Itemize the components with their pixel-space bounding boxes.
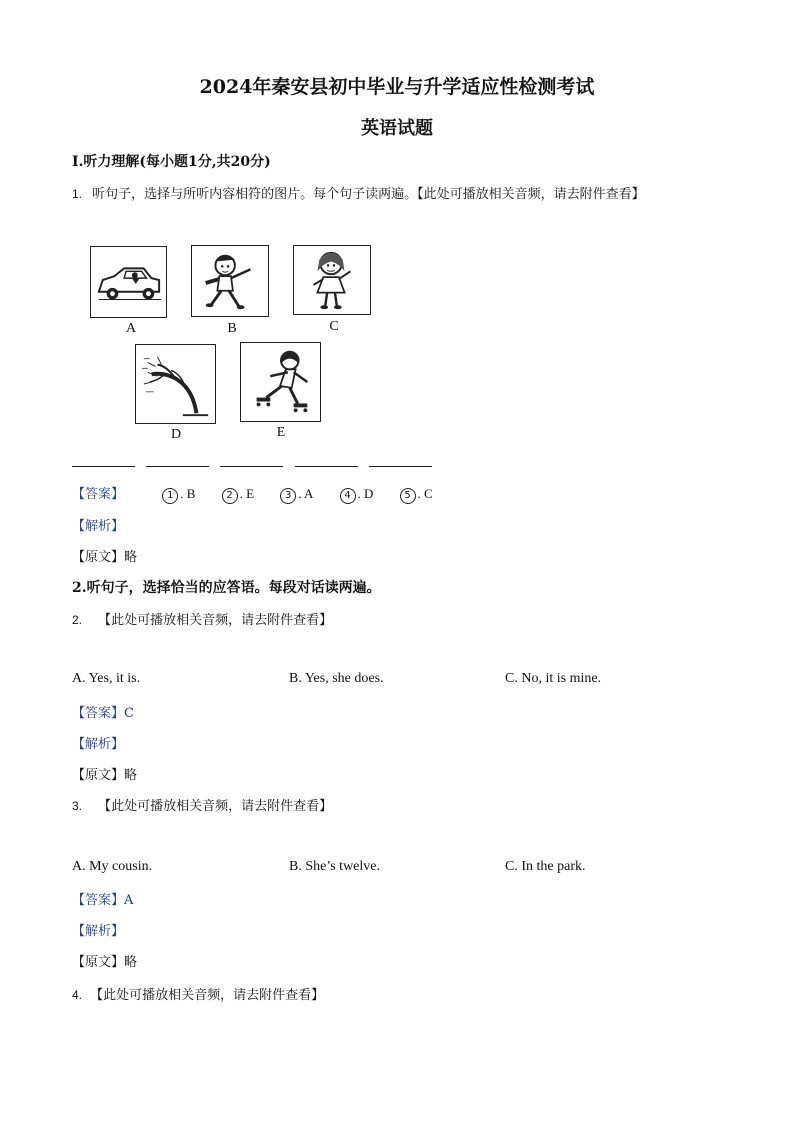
- question-number: 2.: [72, 613, 83, 627]
- picture-label-c: C: [329, 319, 339, 334]
- answer-blank-2[interactable]: [146, 466, 209, 467]
- answer-blank-3[interactable]: [220, 466, 283, 467]
- analysis-q2: 【解析】: [72, 737, 125, 752]
- question-number: 3.: [72, 799, 83, 813]
- question-2: [72, 609, 332, 628]
- question-4: [72, 984, 324, 1003]
- circled-number-5: 5: [400, 488, 416, 504]
- analysis-q3: 【解析】: [72, 924, 125, 939]
- picture-label-a: A: [125, 321, 137, 336]
- answer-row-q1: [72, 483, 455, 504]
- answer-item-1: 1 . B: [162, 486, 195, 504]
- option-a[interactable]: A. Yes, it is.: [72, 671, 141, 686]
- picture-b-boy: [191, 245, 269, 317]
- section-heading-listening: Ⅰ.听力理解(每小题1分,共20分): [72, 154, 271, 170]
- picture-e-skater: [240, 342, 321, 422]
- picture-d-windy-tree: [135, 344, 216, 424]
- question-number: 1.: [72, 187, 83, 201]
- section-heading-responses: 2.听句子，选择恰当的应答语。每段对话读两遍。: [72, 580, 381, 596]
- answer-q3: 【答案】A: [72, 893, 134, 908]
- circled-number-2: 2: [222, 488, 238, 504]
- original-q1: 【原文】略: [72, 550, 138, 565]
- answer-item-4: 4 . D: [340, 486, 374, 504]
- question-number: 4.: [72, 988, 83, 1002]
- question-text: 【此处可播放相关音频，请去附件查看】: [98, 613, 333, 628]
- answer-item-2: 2 . E: [222, 486, 254, 504]
- picture-label-e: E: [276, 425, 286, 440]
- answer-blank-4[interactable]: [295, 466, 358, 467]
- circled-number-1: 1: [162, 488, 178, 504]
- option-a[interactable]: A. My cousin.: [72, 859, 153, 874]
- question-1: [72, 183, 645, 202]
- answer-tag: 【答案】: [72, 487, 125, 502]
- answer-blank-5[interactable]: [369, 466, 432, 467]
- question-text: 听句子，选择与所听内容相符的图片。每个句子读两遍。【此处可播放相关音频，请去附件查看】: [92, 187, 645, 202]
- picture-c-girl: [293, 245, 371, 315]
- option-c[interactable]: C. In the park.: [505, 859, 586, 874]
- answer-item-5: 5 . C: [400, 486, 433, 504]
- car-icon: [91, 247, 166, 317]
- option-b[interactable]: B. She’s twelve.: [289, 859, 380, 874]
- original-q2: 【原文】略: [72, 768, 138, 783]
- answer-blank-1[interactable]: [72, 466, 135, 467]
- question-text: 【此处可播放相关音频，请去附件查看】: [98, 799, 333, 814]
- girl-icon: [294, 246, 370, 314]
- circled-number-4: 4: [340, 488, 356, 504]
- question-3: [72, 795, 332, 814]
- picture-a-car: [90, 246, 167, 318]
- option-c[interactable]: C. No, it is mine.: [505, 671, 602, 686]
- windy-tree-icon: [136, 345, 215, 423]
- answer-item-3: 3 . A: [280, 486, 313, 504]
- page-subtitle: 英语试题: [361, 118, 433, 139]
- page-title: 2024年秦安县初中毕业与升学适应性检测考试: [199, 76, 595, 98]
- skater-icon: [241, 343, 320, 421]
- answer-q2: 【答案】C: [72, 706, 134, 721]
- picture-label-d: D: [170, 427, 182, 442]
- original-q3: 【原文】略: [72, 955, 138, 970]
- option-b[interactable]: B. Yes, she does.: [289, 671, 384, 686]
- picture-label-b: B: [227, 321, 237, 336]
- circled-number-3: 3: [280, 488, 296, 504]
- question-text: 【此处可播放相关音频，请去附件查看】: [90, 988, 325, 1003]
- analysis-q1: 【解析】: [72, 519, 125, 534]
- boy-pointing-icon: [192, 246, 268, 316]
